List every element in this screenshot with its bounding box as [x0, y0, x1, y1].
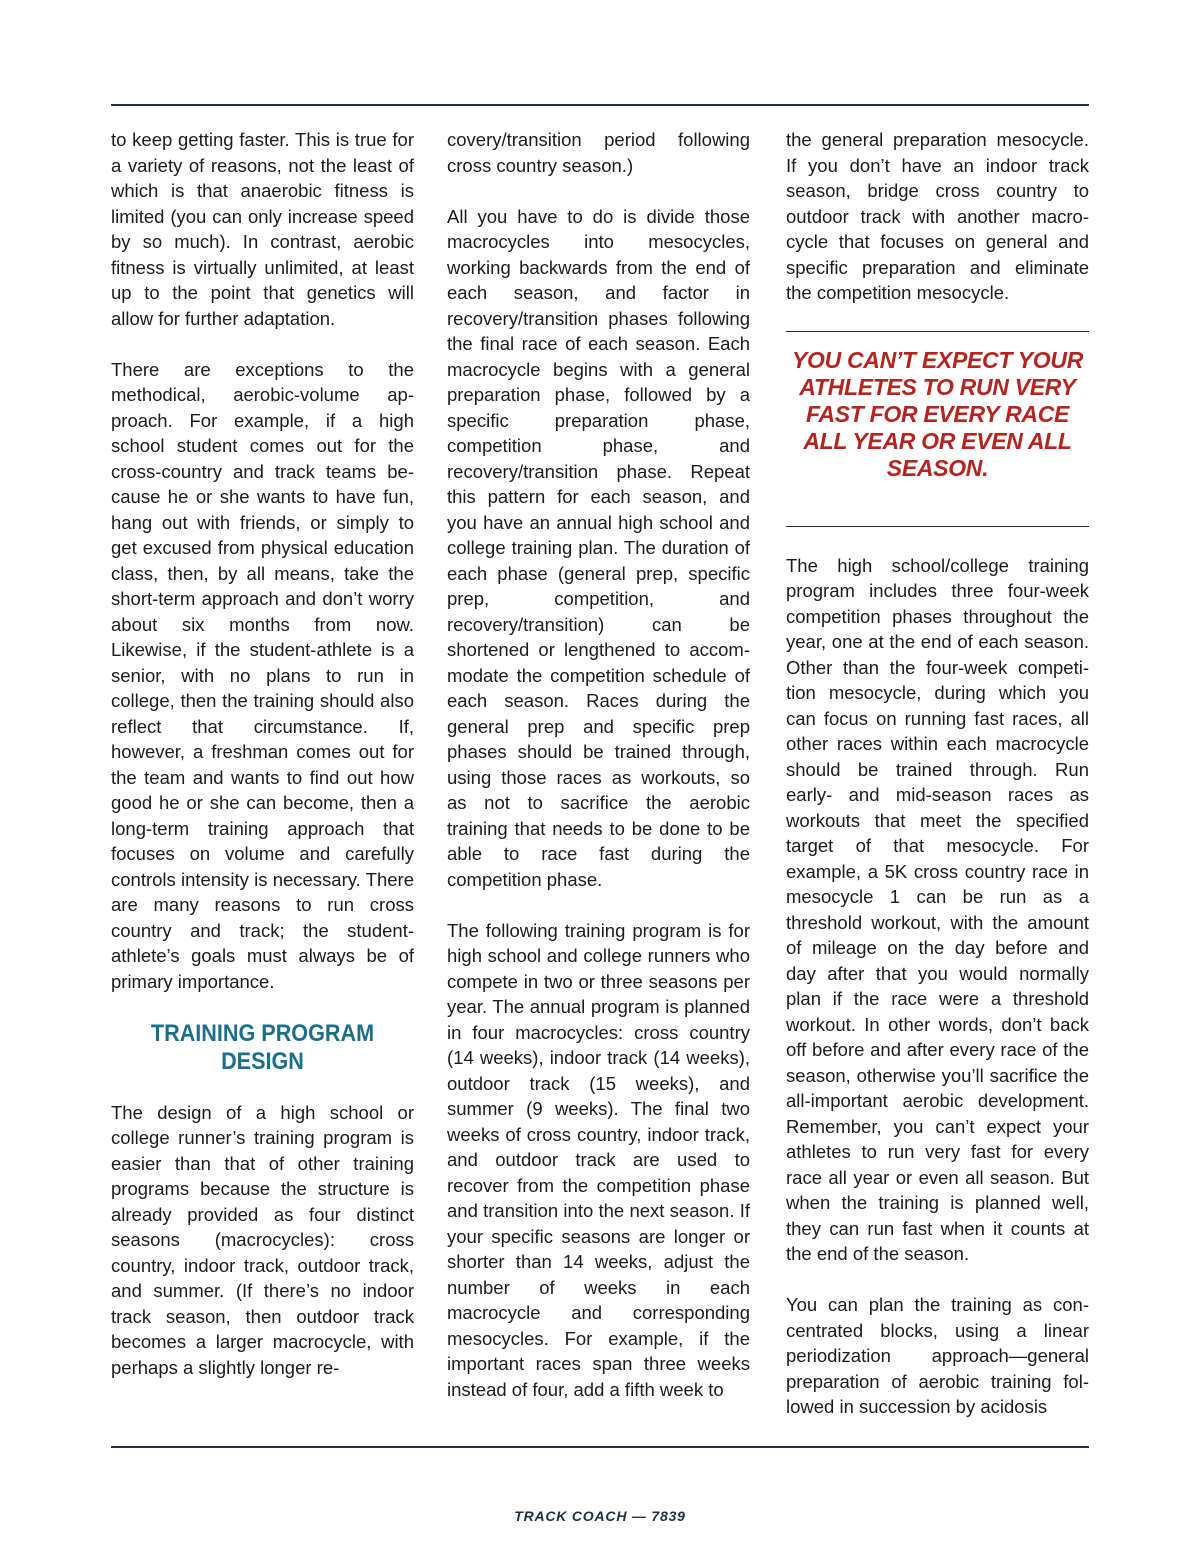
- pull-quote-box: [786, 331, 1089, 527]
- body-paragraph: There are exceptions to the methodical, aerobic-volume approach. For example, if a high school student comes out for the cross-country and track teams because he or she wants to have fun, hang out with friends, or simply to get excused from physical education class, then, by all means, take the short-term approach and don’t worry about six months from now. Likewise, if the student-athlete is a senior, with no plans to run in college, then the training should also reflect that circumstance. If, however, a freshman comes out for the team and wants to find out how good he or she can become, then a long-term training approach that focuses on volume and carefully controls intensity is necessary. There are many reasons to run cross country and track; the student-athlete’s goals must always be of primary importance.: [111, 358, 414, 992]
- text-column-1: [111, 127, 414, 1380]
- text-column-2: [447, 127, 750, 1402]
- text-column-3: [786, 127, 1089, 1420]
- bottom-rule: [111, 1446, 1089, 1448]
- body-paragraph: You can plan the training as concentrated blocks, using a linear periodization approach—general preparation of aerobic training followed in succession by acidosis: [786, 1294, 1089, 1417]
- page-footer: TRACK COACH — 7839: [514, 1508, 686, 1524]
- body-paragraph: The following training program is for high school and college runners who compete in two or three seasons per year. The annual program is planned in four macrocycles: cross country (14 weeks), indoor track (14 weeks), outdoor track (15 weeks), and summer (9 weeks). The final two weeks of cross country, indoor track, and outdoor track are used to recover from the competition phase and transition into the next season. If your specific seasons are longer or shorter than 14 weeks, adjust the number of weeks in each macrocycle and corresponding mesocycles. For example, if the important races span three weeks instead of four, add a fifth week to: [447, 919, 750, 1400]
- body-paragraph: the general preparation mesocycle. If you don’t have an indoor track season, bridge cross country to outdoor track with another macrocycle that focuses on general and specific preparation and eliminate the competition mesocycle.: [786, 129, 1089, 303]
- section-heading: TRAINING PROGRAM DESIGN: [150, 1019, 375, 1075]
- body-paragraph: to keep getting faster. This is true for a variety of reasons, not the least of which is that anaerobic fitness is limited (you can only increase speed by so much). In contrast, aerobic fitness is virtually unlimited, at least up to the point that genetics will allow for further adaptation.: [111, 129, 414, 329]
- body-paragraph: The high school/college training program includes three four-week competition phases throughout the year, one at the end of each season. Other than the four-week competition mesocycle, during which you can focus on running fast races, all other races within each macrocycle should be trained through. Run early- and mid-season races as workouts that meet the specified target of that mesocycle. For example, a 5K cross country race in mesocycle 1 can be run as a threshold workout, with the amount of mileage on the day before and day after that you would normally plan if the race were a threshold workout. In other words, don’t back off before and after every race of the season, otherwise you’ll sacrifice the all-important aerobic development. Remember, you can’t expect your athletes to run very fast for every race all year or even all season. But when the training is planned well, they can run fast when it counts at the end of the season.: [786, 554, 1089, 1264]
- top-rule: [111, 104, 1089, 106]
- body-paragraph: All you have to do is divide those macrocycles into mesocycles, working backwards from the end of each season, and factor in recovery/transition phases following the final race of each season. Each macrocycle begins with a general preparation phase, followed by a specific preparation phase, competition phase, and recovery/transition phase. Repeat this pattern for each season, and you have an annual high school and college training plan. The duration of each phase (general prep, specific prep, competition, and recovery/transition) can be shortened or lengthened to accommodate the competition schedule of each season. Races during the general prep and specific prep phases should be trained through, using those races as workouts, so as not to sacrifice the aerobic training that needs to be done to be able to race fast during the competition phase.: [447, 205, 750, 890]
- pull-quote: YOU CAN’T EXPECT YOUR ATHLETES TO RUN VERY FAST FOR EVERY RACE ALL YEAR OR EVEN ALL SEASON.: [791, 347, 1084, 481]
- body-paragraph: The design of a high school or college runner’s training program is easier than that of other training programs because the structure is already provided as four distinct seasons (macrocycles): cross country, indoor track, outdoor track, and summer. (If there’s no indoor track season, then outdoor track becomes a larger macrocycle, with perhaps a slightly longer re-: [111, 1101, 414, 1378]
- body-paragraph: covery/transition period following cross country season.): [447, 129, 750, 176]
